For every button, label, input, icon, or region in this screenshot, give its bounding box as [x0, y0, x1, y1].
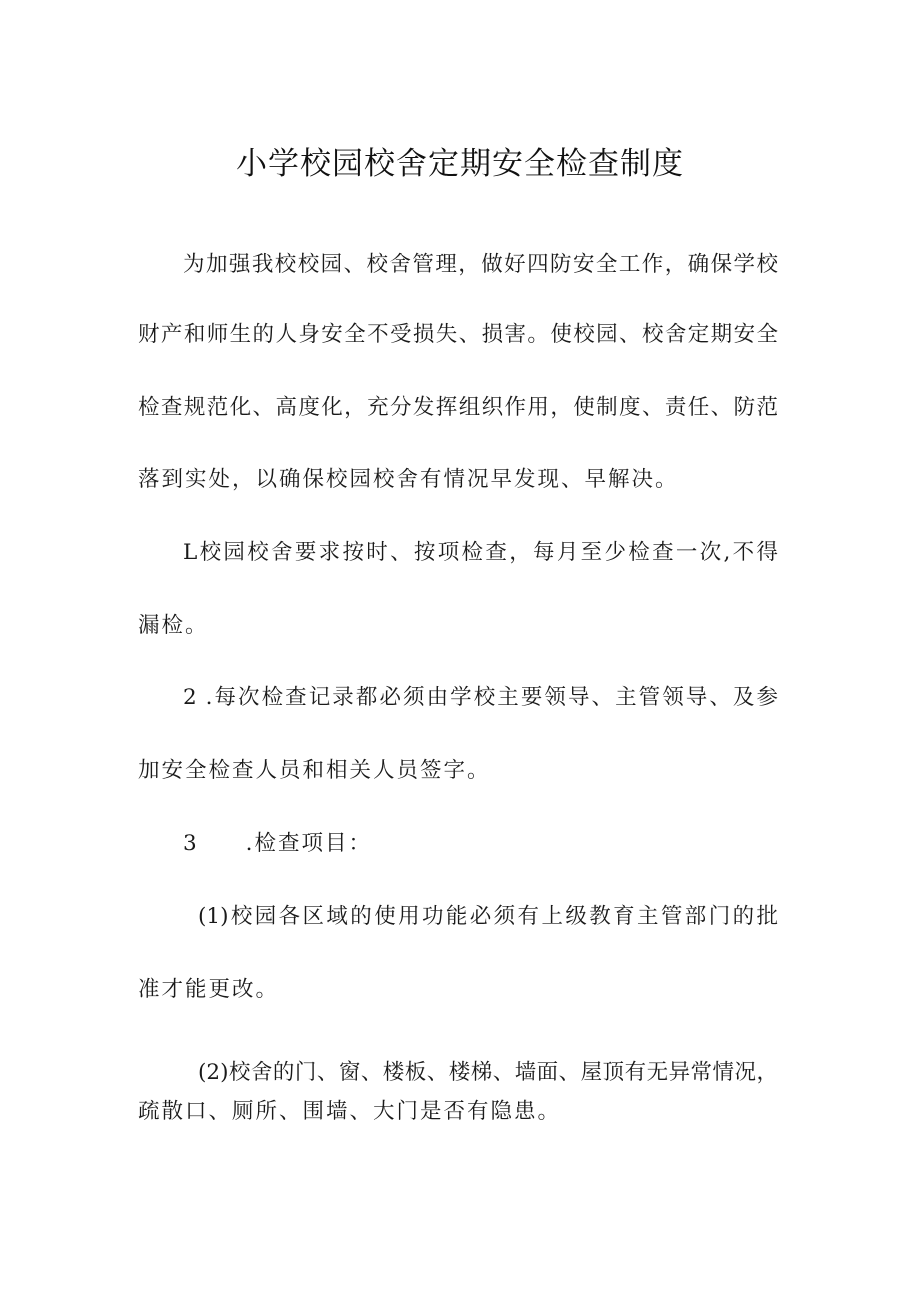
paragraph-line: 加安全检查人员和相关人员签字。: [138, 758, 491, 783]
paragraph-line: 3 .检查项目：: [183, 831, 373, 856]
paragraph-line: 落到实处，以确保校园校舍有情况早发现、早解决。: [138, 467, 679, 492]
paragraph-line: 为加强我校校园、校舍管理，做好四防安全工作，确保学校: [183, 252, 778, 277]
paragraph-line: 疏散口、厕所、围墙、大门是否有隐患。: [138, 1099, 562, 1124]
paragraph-line: 准才能更改。: [138, 977, 280, 1002]
paragraph-line: L校园校舍要求按时、按项检查，每月至少检查一次,不得: [183, 540, 778, 565]
paragraph-line: 检查规范化、高度化，充分发挥组织作用，使制度、责任、防范: [138, 395, 778, 420]
paragraph-line: 财产和师生的人身安全不受损失、损害。使校园、校舍定期安全: [138, 322, 778, 347]
paragraph-line: (1)校园各区域的使用功能必须有上级教育主管部门的批: [198, 904, 778, 929]
paragraph-line: 漏检。: [138, 613, 209, 638]
paragraph-line: (2)校舍的门、窗、楼板、楼梯、墙面、屋顶有无异常情况，: [198, 1060, 778, 1085]
document-title: 小学校园校舍定期安全检查制度: [236, 146, 684, 182]
paragraph-line: 2 .每次检查记录都必须由学校主要领导、主管领导、及参: [183, 685, 778, 710]
